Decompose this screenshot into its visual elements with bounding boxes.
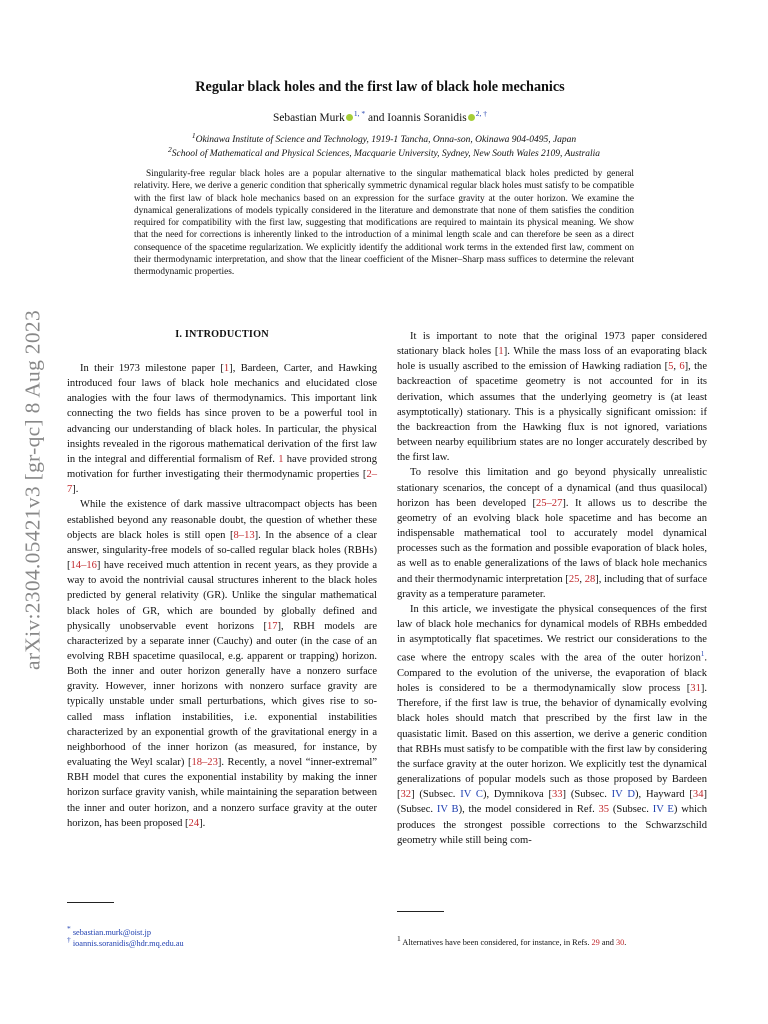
affiliation-mark: 2 — [168, 145, 172, 154]
footnote-link[interactable]: 1 — [700, 650, 705, 659]
orcid-icon[interactable] — [346, 114, 353, 121]
right-column — [397, 329, 707, 848]
citation-link[interactable]: 32 — [400, 789, 412, 801]
affiliation-mark: 1 — [191, 131, 196, 140]
footnote-mark: † — [67, 935, 71, 944]
author-name[interactable]: Ioannis Soranidis — [387, 111, 467, 124]
author-line — [120, 109, 640, 124]
citation-link[interactable]: 18–23 — [191, 757, 218, 769]
paragraph: In this article, we investigate the physical consequences of the first law of black hole mechanics for dynamical models of RBHs embedded in asymptotically flat spacetimes. We restrict our considerations to the case where the entropy scales with the area of the outer horizon$^1$. Compared to the evolution of the universe, the evaporation of black holes is considered to be a thermodynamically slow process [31]. Therefore, if the first law is true, the behavior of dynamically evolving black holes should match that prescribed by the first law in the quasistatic limit. Based on this assertion, we derive a generic condition that RBHs must satisfy to be compatible with the first law by considering the surface gravity at the outer horizon. We explicitly test the dynamical generalizations of popular models such as those proposed by Bardeen [32] (Subsec. IV C), Dymnikova [33] (Subsec. IV D), Hayward [34] (Subsec. IV B), the model considered in Ref. 35 (Subsec. IV E) which produces the strongest possible corrections to the Schwarzschild geometry while still being com- — [397, 603, 707, 846]
citation-link[interactable]: 25–27 — [535, 497, 563, 509]
citation-link[interactable]: 6 — [679, 361, 685, 373]
paper-title: Regular black holes and the first law of black hole mechanics — [195, 79, 565, 95]
citation-link[interactable]: 28 — [584, 573, 596, 585]
author-affil-mark[interactable]: 2, † — [475, 109, 487, 118]
citation-link[interactable]: 34 — [692, 789, 704, 801]
citation-link[interactable]: 2–7 — [67, 469, 377, 496]
citation-link[interactable]: 25 — [568, 573, 580, 585]
citation-link[interactable]: 8–13 — [233, 529, 255, 541]
affiliation-2 — [80, 145, 688, 159]
footnote-email-2 — [67, 935, 184, 948]
footnote-rule — [397, 911, 444, 912]
section-link[interactable]: IV B — [436, 804, 459, 816]
citation-link[interactable]: 1 — [498, 346, 504, 358]
affiliation-text: School of Mathematical and Physical Sciences, Macquarie University, Sydney, New South Wales 2109, Australia — [171, 149, 600, 160]
citation-link[interactable]: 5 — [668, 361, 674, 373]
citation-link[interactable]: 1 — [223, 363, 230, 374]
author-affil-mark[interactable]: 1, * — [353, 109, 366, 118]
arxiv-stamp-text: arXiv:2304.05421v3 [gr-qc] 8 Aug 2023 — [20, 310, 45, 670]
author-conjunction: and — [367, 111, 385, 124]
footnote-rule — [67, 902, 114, 903]
email-link[interactable]: ioannis.soranidis@hdr.mq.edu.au — [72, 938, 184, 948]
citation-link[interactable]: 35 — [598, 804, 610, 816]
citation-link[interactable]: 33 — [552, 789, 563, 801]
section-heading: I. INTRODUCTION — [175, 329, 269, 340]
left-column — [67, 361, 377, 831]
footnote-1: $^1$ Alternatives have been considered, for instance, in Refs. 29 and 30. — [397, 934, 627, 947]
arxiv-stamp — [8, 285, 58, 695]
citation-link[interactable]: 29 — [591, 937, 600, 947]
citation-link[interactable]: 30 — [615, 937, 625, 947]
paragraph: While the existence of dark massive ultracompact objects has been established beyond any reasonable doubt, the question of whether these objects are black holes is still open [8–13]. In the absence of a clear answer, singularity-free models of so-called regular black holes (RBHs) [14–16] have received much attention in recent years, as they provide a way to avoid the nontrivial causal structures inherent to the black holes predicted by general relativity (GR). Unlike the singular mathematical black holes of GR, which are bounded by globally defined and physically unobservable event horizons [17], RBH models are characterized by a separate inner (Cauchy) and outer (in the case of an evolving RBH spacetime quasilocal, e.g. apparent or trapping) horizon. Both the inner and outer horizon generally have a nonzero surface gravity. However, inner horizons with nonzero surface gravity are typically unstable under small perturbations, which gives rise to so-called mass inflation instabilities, i.e. exponential instabilities characterized by an exponential growth of the gravitational energy in a neighborhood of the inner horizon (as measured, for instance, by evaluating the Weyl scalar) [18–23]. Recently, a novel “inner-extremal” RBH model that cures the exponential instability by making the inner horizon surface gravity vanish, while maintaining the separation between the inner and outer horizon, and a nonzero surface gravity at the outer horizon, has been proposed [24]. — [67, 499, 377, 829]
citation-link[interactable]: 14–16 — [70, 560, 97, 572]
author-name[interactable]: Sebastian Murk — [273, 111, 345, 124]
paragraph: In their 1973 milestone paper [1], Bardeen, Carter, and Hawking introduced four laws of black hole mechanics and elucidated close analogies with the four laws of thermodynamics. This important link connecting the two fields has since proven to be a powerful tool in advancing our understanding of black holes. In particular, the physical insights revealed in the rigorous mathematical derivation of the first law in the integral and differential formalism of Ref. 1 have provided strong motivation for further investigating their thermodynamic properties [2–7]. — [67, 363, 377, 496]
section-link[interactable]: IV C — [460, 789, 483, 801]
citation-link[interactable]: 17 — [266, 620, 278, 632]
section-link[interactable]: IV D — [611, 789, 636, 801]
abstract: Singularity-free regular black holes are a popular alternative to the singular mathematical black holes predicted by general relativity. Here, we derive a generic condition that spherically symmetric dynamical regular black holes must satisfy to be compatible with the first law of black hole mechanics based on an expression for the surface gravity at the outer horizon. We examine the dynamical generalizations of models typically considered in the literature and demonstrate that none of them satisfies the condition required for compatibility with the first law, suggesting that modifications are required to maintain its physical meaning. We show that the need for corrections is inherently linked to the introduction of a minimal length scale and can therefore be seen as a direct consequence of the spacetime regularization. We explicitly identify the additional work terms in the extended first law, comment on their thermodynamic interpretation, and show that the linear coefficient of the Misner–Sharp mass suffices to determine the relevant thermodynamic properties. — [134, 169, 634, 278]
orcid-icon[interactable] — [468, 114, 475, 121]
footnote-mark: 1 — [397, 934, 401, 943]
paragraph: To resolve this limitation and go beyond physically unrealistic stationary scenarios, the concept of a dynamical (and thus quasilocal) horizon has been developed [25–27]. It allows us to describe the geometry of an evolving black hole spacetime and has become an indispensable mathematical tool to accurately model dynamical processes such as the formation and possible evaporation of black holes, as well as to enable generalizations of the laws of black hole mechanics and their thermodynamic interpretation [25, 28], including that of surface gravity as a temperature parameter. — [397, 467, 707, 600]
affiliation-text: Okinawa Institute of Science and Technology, 1919-1 Tancha, Onna-son, Okinawa 904-0495, Japan — [195, 135, 577, 146]
citation-link[interactable]: 1 — [278, 453, 284, 465]
citation-link[interactable]: 24 — [188, 817, 200, 829]
paragraph: It is important to note that the original 1973 paper considered stationary black holes [1]. While the mass loss of an evaporating black hole is usually ascribed to the emission of Hawking radiation [5, 6], the backreaction of spacetime geometry is not accounted for in its derivation, which assumes that the underlying geometry is (at least asymptotically) stationary. This is a physically significant omission: if the backreaction from the Hawking flux is not ignored, variations between nearby equilibrium states are no longer accurately described by the first law. — [397, 331, 708, 464]
citation-link[interactable]: 31 — [690, 683, 701, 695]
affiliation-1 — [80, 131, 688, 145]
section-link[interactable]: IV E — [652, 804, 674, 816]
email-link[interactable]: sebastian.murk@oist.jp — [72, 927, 151, 937]
footnote-mark: * — [67, 924, 71, 933]
